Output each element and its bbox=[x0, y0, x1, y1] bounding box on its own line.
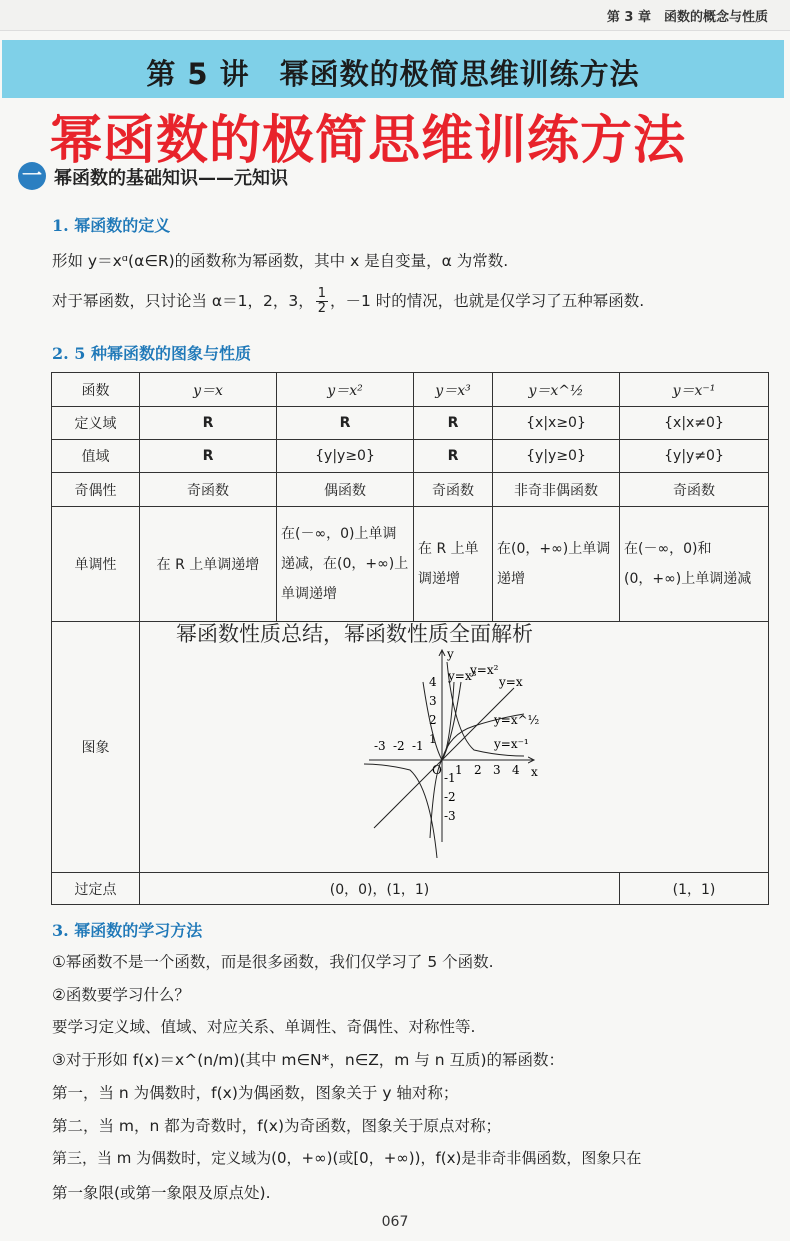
x-axis-label: x bbox=[531, 765, 538, 779]
table-cell: 在(－∞，0)上单调递减，在(0，+∞)上单调递增 bbox=[277, 507, 414, 622]
y-tick: -3 bbox=[444, 809, 456, 823]
table-row-range bbox=[52, 440, 769, 473]
row-label: 单调性 bbox=[52, 507, 140, 622]
table-cell: 奇函数 bbox=[620, 473, 769, 507]
table-cell: (1，1) bbox=[620, 873, 769, 905]
x-tick: -1 bbox=[412, 739, 424, 753]
table-row-monotonic bbox=[52, 507, 769, 622]
curve-label: y=x⁻¹ bbox=[494, 737, 529, 751]
section-title: 幂函数的基础知识——元知识 bbox=[54, 168, 288, 189]
table-cell: y＝x³ bbox=[414, 373, 493, 407]
table-row-fixed-points bbox=[52, 873, 769, 905]
y-tick: 3 bbox=[429, 694, 437, 708]
table-cell: R bbox=[414, 440, 493, 473]
curve-label: y=x² bbox=[470, 663, 499, 677]
learning-line: 要学习定义域、值域、对应关系、单调性、奇偶性、对称性等. bbox=[52, 1018, 476, 1036]
learning-heading: 3. 幂函数的学习方法 bbox=[52, 921, 203, 940]
row-label: 奇偶性 bbox=[52, 473, 140, 507]
learning-line: ①幂函数不是一个函数，而是很多函数，我们仅学习了 5 个函数. bbox=[52, 953, 494, 971]
fraction-half bbox=[316, 287, 328, 316]
watermark-caption: 幂函数性质总结，幂函数性质全面解析 bbox=[176, 622, 533, 646]
table-cell: y＝x^½ bbox=[493, 373, 620, 407]
y-tick: 4 bbox=[429, 675, 437, 689]
table-cell: 偶函数 bbox=[277, 473, 414, 507]
table-cell: 在 R 上单调递增 bbox=[140, 507, 277, 622]
table-cell: y＝x² bbox=[277, 373, 414, 407]
definition-line-2 bbox=[52, 287, 644, 316]
y-tick: -1 bbox=[444, 771, 456, 785]
table-row-parity bbox=[52, 473, 769, 507]
definition-line-2-pre: 对于幂函数，只讨论当 α＝1，2，3， bbox=[52, 292, 314, 310]
page-number: 067 bbox=[381, 1214, 409, 1230]
page-title: 幂函数的极简思维训练方法 bbox=[50, 111, 687, 171]
section-badge: 一 bbox=[18, 162, 46, 190]
x-tick: 1 bbox=[455, 763, 463, 777]
curve-label: y=x^½ bbox=[494, 713, 540, 727]
table-row-graph bbox=[52, 622, 769, 873]
x-tick: -2 bbox=[393, 739, 405, 753]
chapter-label: 第 3 章 函数的概念与性质 bbox=[606, 10, 768, 25]
table-cell: 奇函数 bbox=[140, 473, 277, 507]
learning-line: ③对于形如 f(x)＝x^(n/m)(其中 m∈N*，n∈Z，m 与 n 互质)的幂函数： bbox=[52, 1051, 565, 1069]
table-cell: R bbox=[140, 440, 277, 473]
table-cell: (0，0)，(1，1) bbox=[140, 873, 620, 905]
table-row-function bbox=[52, 373, 769, 407]
table-row-domain bbox=[52, 407, 769, 440]
curve-x bbox=[374, 688, 514, 828]
banner-title: 第 5 讲 幂函数的极简思维训练方法 bbox=[146, 57, 640, 91]
table-cell: 奇函数 bbox=[414, 473, 493, 507]
x-tick: -3 bbox=[374, 739, 386, 753]
fraction-numerator: 1 bbox=[317, 286, 327, 301]
row-label: 定义域 bbox=[52, 407, 140, 440]
fraction-denominator: 2 bbox=[317, 301, 327, 316]
table-cell: 在 R 上单调递增 bbox=[414, 507, 493, 622]
chapter-header bbox=[0, 0, 790, 31]
definition-line-2-post: ，－1 时的情况，也就是仅学习了五种幂函数. bbox=[330, 292, 645, 310]
y-tick: 1 bbox=[429, 732, 437, 746]
learning-line: 第一，当 n 为偶数时，f(x)为偶函数，图象关于 y 轴对称； bbox=[52, 1084, 459, 1102]
y-tick: 2 bbox=[429, 713, 437, 727]
table-cell: y＝x bbox=[140, 373, 277, 407]
curve-label: y=x bbox=[499, 675, 523, 689]
table-cell: {x|x≠0} bbox=[620, 407, 769, 440]
x-tick: 3 bbox=[493, 763, 501, 777]
graph-cell bbox=[140, 622, 769, 873]
table-cell: 在(－∞，0)和(0，+∞)上单调递减 bbox=[620, 507, 769, 622]
row-label: 图象 bbox=[52, 622, 140, 873]
table-cell: R bbox=[277, 407, 414, 440]
table-cell: {y|y≥0} bbox=[493, 440, 620, 473]
learning-line: 第三，当 m 为偶数时，定义域为(0，+∞)(或[0，+∞))，f(x)是非奇非偶函数，图象只在 bbox=[52, 1149, 642, 1167]
y-axis-label: y bbox=[447, 647, 454, 661]
x-tick: 4 bbox=[512, 763, 520, 777]
lecture-banner bbox=[2, 40, 784, 98]
table-cell: 在(0，+∞)上单调递增 bbox=[493, 507, 620, 622]
table-cell: {y|y≥0} bbox=[277, 440, 414, 473]
table-cell: {y|y≠0} bbox=[620, 440, 769, 473]
table-cell: 非奇非偶函数 bbox=[493, 473, 620, 507]
table-cell: R bbox=[414, 407, 493, 440]
table-cell: y＝x⁻¹ bbox=[620, 373, 769, 407]
graphs-heading: 2. 5 种幂函数的图象与性质 bbox=[52, 344, 251, 363]
x-tick: 2 bbox=[474, 763, 482, 777]
row-label: 函数 bbox=[52, 373, 140, 407]
definition-heading: 1. 幂函数的定义 bbox=[52, 216, 171, 235]
definition-line-1: 形如 y＝xᵅ(α∈R)的函数称为幂函数，其中 x 是自变量，α 为常数. bbox=[52, 252, 509, 270]
curve-label: y=x³ bbox=[448, 669, 477, 683]
learning-line: 第一象限(或第一象限及原点处). bbox=[52, 1184, 271, 1202]
learning-line: 第二，当 m，n 都为奇数时，f(x)为奇函数，图象关于原点对称； bbox=[52, 1117, 502, 1135]
origin-label: O bbox=[432, 763, 442, 777]
table-cell: {x|x≥0} bbox=[493, 407, 620, 440]
y-tick: -2 bbox=[444, 790, 456, 804]
table-cell: R bbox=[140, 407, 277, 440]
learning-line: ②函数要学习什么？ bbox=[52, 986, 190, 1004]
curve-x-inverse-negative bbox=[364, 764, 437, 858]
row-label: 过定点 bbox=[52, 873, 140, 905]
row-label: 值域 bbox=[52, 440, 140, 473]
power-function-graph bbox=[144, 622, 764, 868]
